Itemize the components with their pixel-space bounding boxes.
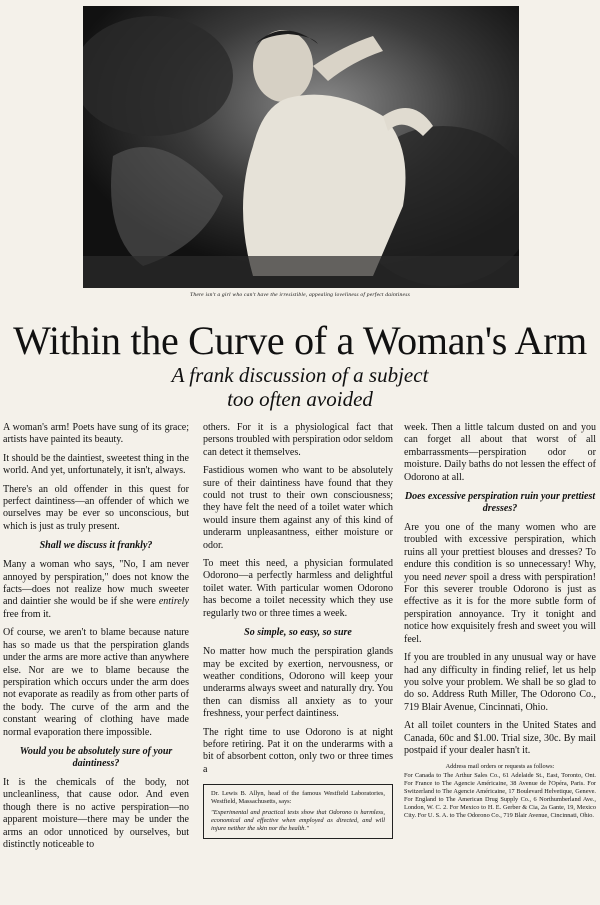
photo-caption: There isn't a girl who can't have the irresistible, appealing loveliness of perfect daintiness (190, 292, 410, 298)
paragraph: others. For it is a physiological fact that persons troubled with perspiration odor seldom can detect it themselves. (203, 422, 393, 458)
section-heading: Does excessive perspiration ruin your prettiest dresses? (404, 491, 596, 515)
testimonial-attribution: Dr. Lewis B. Allyn, head of the famous Westfield Laboratories, Westfield, Massachusetts, says: (211, 790, 385, 806)
hero-photo (83, 6, 519, 288)
paragraph: There's an old offender in this quest for perfect daintiness—an offender of which we ourselves may be ever so unconscious, but which is just as truly present. (3, 483, 189, 532)
paragraph: It should be the daintiest, sweetest thing in the world. And yet, unfortunately, it isn't, always. (3, 452, 189, 477)
text-run: Many a woman who says, "No, I am never annoyed by perspiration," does not know the facts—does not realize how much sweeter and daintier she would be if she were (3, 559, 189, 608)
text-run: free from it. (3, 608, 52, 620)
text-run: spoil a dress with perspiration! For this severer trouble Odorono is just as effective as it is for the more subtle form of perspiration annoyance. Try it tonight and notice how exquisitely fresh and sweet you will feel. (404, 571, 596, 645)
paragraph: Of course, we aren't to blame because nature has so made us that the perspiration glands under the arms are more active than anywhere else. Nor are we to blame because the perspiration which occurs under the arm does not evaporate as readily as from other parts of the body. The curve of the arm and the constant wearing of clothing have made normal evaporation there impossible. (3, 627, 189, 738)
section-heading: Shall we discuss it frankly? (39, 540, 153, 552)
section-heading: Would you be absolutely sure of your daintiness? (19, 745, 173, 769)
column-1 (3, 422, 189, 857)
paragraph (404, 522, 596, 646)
testimonial-quote: "Experimental and practical tests show that Odorono is harmless, economical and effective when employed as directed, and will injure neither the skin nor the health." (211, 808, 385, 832)
addresses-text: For Canada to The Arthur Sales Co., 61 Adelaide St., East, Toronto, Ont. For France to The Agencie Américaine, 38 Avenue de l'Opéra, Paris. For Switzerland to The Agencie Américaine, 17 Boulevard Helvetique, Geneve. For England to The American Drug Supply Co., 6 Northumberland Ave., London, W. C. 2. For Mexico to H. E. Gerber & Cia, 2a Gante, 19, Mexico City. For U. S. A. to The Odorono Co., 719 Blair Avenue, Cincinnati, Ohio. (404, 772, 596, 819)
addresses-lead: Address mail orders or requests as follows: (445, 763, 555, 771)
photo-illustration (83, 6, 519, 288)
subheadline (0, 363, 600, 411)
emphasis-text: entirely (158, 596, 189, 608)
paragraph (3, 559, 189, 621)
paragraph: week. Then a little talcum dusted on and you can forget all about that worst of all embarrassments—perspiration odor or moisture. Daily baths do not lessen the effect of Odorono at all. (404, 422, 596, 483)
paragraph: The right time to use Odorono is at night before retiring. Pat it on the underarms with a bit of absorbent cotton, only two or three times a (203, 726, 393, 775)
subheadline-line-1: A frank discussion of a subject (171, 363, 429, 387)
paragraph: Fastidious women who want to be absolutely sure of their daintiness have found that they could not trust to their own consciousness; they have felt the need of a toilet water which would insure them against any of this kind of underarm unpleasantness, either moisture or odor. (203, 465, 393, 551)
section-heading: So simple, so easy, so sure (244, 627, 352, 639)
paragraph: At all toilet counters in the United States and Canada, 60c and $1.00. Trial size, 30c. By mail postpaid if your dealer hasn't it. (404, 720, 596, 756)
emphasis-text: never (444, 571, 467, 583)
doctor-testimonial-box (203, 784, 393, 839)
paragraph: If you are troubled in any unusual way or have had any difficulty in finding relief, let us help you solve your problem. We shall be so glad to do so. Address Ruth Miller, The Odorono Co., 719 Blair Avenue, Cincinnati, Ohio. (404, 652, 596, 713)
column-2 (203, 422, 393, 839)
mail-order-addresses (404, 763, 596, 819)
paragraph: No matter how much the perspiration glands may be excited by exertion, nervousness, or weather conditions, Odorono will keep your underarms always sweet and naturally dry. You then can dismiss all anxiety as to your freshness, your perfect daintiness. (203, 646, 393, 720)
subheadline-line-2: too often avoided (227, 387, 373, 411)
paragraph: A woman's arm! Poets have sung of its grace; artists have painted its beauty. (3, 422, 189, 446)
headline: Within the Curve of a Woman's Arm (13, 318, 587, 363)
column-3 (404, 422, 596, 820)
text-run: Are you one of the many women who are troubled with excessive perspiration, which ruins all your prettiest blouses and dresses? To endure this condition is so unnecessary! Why, you need (404, 522, 596, 583)
paragraph: It is the chemicals of the body, not uncleanliness, that cause odor. And even though there is no active perspiration—no apparent moisture—there may be under the arms an odor unnoticed by ourselves, but distinctly noticeable to (3, 776, 189, 850)
paragraph: To meet this need, a physician formulated Odorono—a perfectly harmless and delightful toilet water. With particular women Odorono has become a toilet necessity which they use regularly two or three times a week. (203, 558, 393, 619)
